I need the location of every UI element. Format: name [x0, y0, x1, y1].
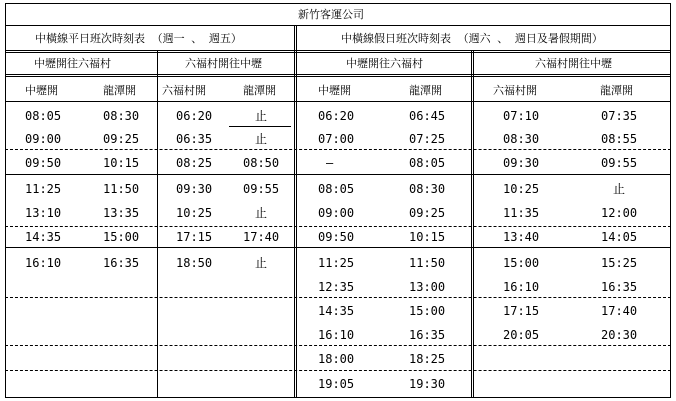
time-cell: —: [326, 156, 334, 170]
time-cell: 09:55: [243, 182, 280, 196]
time-cell: 止: [255, 132, 268, 146]
time-cell: 14:35: [25, 230, 62, 244]
time-cell: 19:30: [409, 377, 446, 391]
time-cell: 16:10: [318, 328, 355, 342]
time-cell: 09:00: [25, 132, 62, 146]
time-cell: 15:25: [601, 256, 638, 270]
time-cell: 08:05: [25, 109, 62, 123]
time-cell: 止: [255, 109, 268, 123]
time-cell: 15:00: [503, 256, 540, 270]
holiday-header: 中橫線假日班次時刻表 （週六 、 週日及暑假期間）: [341, 32, 603, 45]
time-cell: 19:05: [318, 377, 355, 391]
time-cell: 09:50: [25, 156, 62, 170]
holiday-dir2-header: 六福村開往中壢: [535, 57, 612, 70]
time-cell: 15:00: [103, 230, 140, 244]
row-divider: [5, 149, 671, 150]
holiday-dir1-header: 中壢開往六福村: [346, 57, 423, 70]
weekday-col-liufu: 六福村開: [162, 84, 206, 97]
time-cell: 20:05: [503, 328, 540, 342]
time-cell: 止: [613, 182, 626, 196]
time-cell: 07:35: [601, 109, 638, 123]
time-cell: 止: [255, 256, 268, 270]
holiday-col-zhongli: 中壢開: [318, 84, 351, 97]
weekday-col-zhongli: 中壢開: [25, 84, 58, 97]
time-cell: 09:25: [409, 206, 446, 220]
time-cell: 06:35: [176, 132, 213, 146]
time-cell: 08:55: [601, 132, 638, 146]
row-divider: [5, 345, 671, 346]
time-cell: 11:25: [318, 256, 355, 270]
time-cell: 11:50: [409, 256, 446, 270]
time-cell: 09:00: [318, 206, 355, 220]
direction-header-divider: [5, 74, 671, 77]
time-cell: 07:10: [503, 109, 540, 123]
weekday-dir2-header: 六福村開往中壢: [185, 57, 262, 70]
section-header-divider: [5, 50, 671, 53]
time-cell: 13:00: [409, 280, 446, 294]
weekday-col-longtan2: 龍潭開: [243, 84, 276, 97]
time-cell: 06:45: [409, 109, 446, 123]
time-cell: 09:55: [601, 156, 638, 170]
time-cell: 07:00: [318, 132, 355, 146]
time-cell: 20:30: [601, 328, 638, 342]
time-cell: 16:35: [409, 328, 446, 342]
time-cell: 10:15: [409, 230, 446, 244]
time-cell: 06:20: [318, 109, 355, 123]
time-cell: 14:35: [318, 304, 355, 318]
time-cell: 17:15: [503, 304, 540, 318]
weekday-col-longtan: 龍潭開: [103, 84, 136, 97]
time-cell: 09:50: [318, 230, 355, 244]
time-cell: 08:05: [409, 156, 446, 170]
row-divider: [5, 370, 671, 371]
frame-right: [670, 3, 671, 397]
time-cell: 18:25: [409, 352, 446, 366]
time-cell: 09:25: [103, 132, 140, 146]
holiday-col-longtan2: 龍潭開: [600, 84, 633, 97]
time-cell: 12:35: [318, 280, 355, 294]
time-cell: 08:30: [409, 182, 446, 196]
weekday-dir1-header: 中壢開往六福村: [34, 57, 111, 70]
time-cell: 09:30: [503, 156, 540, 170]
weekday-header: 中橫線平日班次時刻表 （週一 、 週五）: [35, 32, 242, 45]
time-cell: 11:25: [25, 182, 62, 196]
frame-top: [5, 3, 671, 4]
holiday-col-liufu: 六福村開: [493, 84, 537, 97]
time-cell: 13:10: [25, 206, 62, 220]
time-cell: 11:35: [503, 206, 540, 220]
time-cell: 08:50: [243, 156, 280, 170]
title-divider: [5, 25, 671, 26]
time-cell: 13:40: [503, 230, 540, 244]
frame-left: [5, 3, 6, 397]
time-cell: 16:10: [503, 280, 540, 294]
time-cell: 14:05: [601, 230, 638, 244]
time-cell: 08:30: [103, 109, 140, 123]
section-divider: [294, 25, 297, 397]
time-cell: 13:35: [103, 206, 140, 220]
time-cell: 11:50: [103, 182, 140, 196]
time-cell: 15:00: [409, 304, 446, 318]
time-cell: 17:40: [243, 230, 280, 244]
time-cell: 16:35: [601, 280, 638, 294]
stop-underline: [229, 126, 291, 127]
time-cell: 12:00: [601, 206, 638, 220]
holiday-col-longtan: 龍潭開: [409, 84, 442, 97]
time-cell: 08:30: [503, 132, 540, 146]
time-cell: 07:25: [409, 132, 446, 146]
time-cell: 16:10: [25, 256, 62, 270]
time-cell: 10:25: [503, 182, 540, 196]
row-divider: [5, 247, 671, 248]
column-header-divider: [5, 101, 671, 102]
frame-bottom: [5, 397, 671, 398]
time-cell: 16:35: [103, 256, 140, 270]
row-divider: [5, 297, 671, 298]
time-cell: 18:00: [318, 352, 355, 366]
time-cell: 09:30: [176, 182, 213, 196]
company-title: 新竹客運公司: [298, 8, 364, 21]
time-cell: 10:25: [176, 206, 213, 220]
time-cell: 18:50: [176, 256, 213, 270]
time-cell: 08:05: [318, 182, 355, 196]
row-divider: [5, 226, 671, 227]
time-cell: 止: [255, 206, 268, 220]
time-cell: 10:15: [103, 156, 140, 170]
time-cell: 17:40: [601, 304, 638, 318]
time-cell: 17:15: [176, 230, 213, 244]
time-cell: 08:25: [176, 156, 213, 170]
time-cell: 06:20: [176, 109, 213, 123]
row-divider: [5, 174, 671, 175]
